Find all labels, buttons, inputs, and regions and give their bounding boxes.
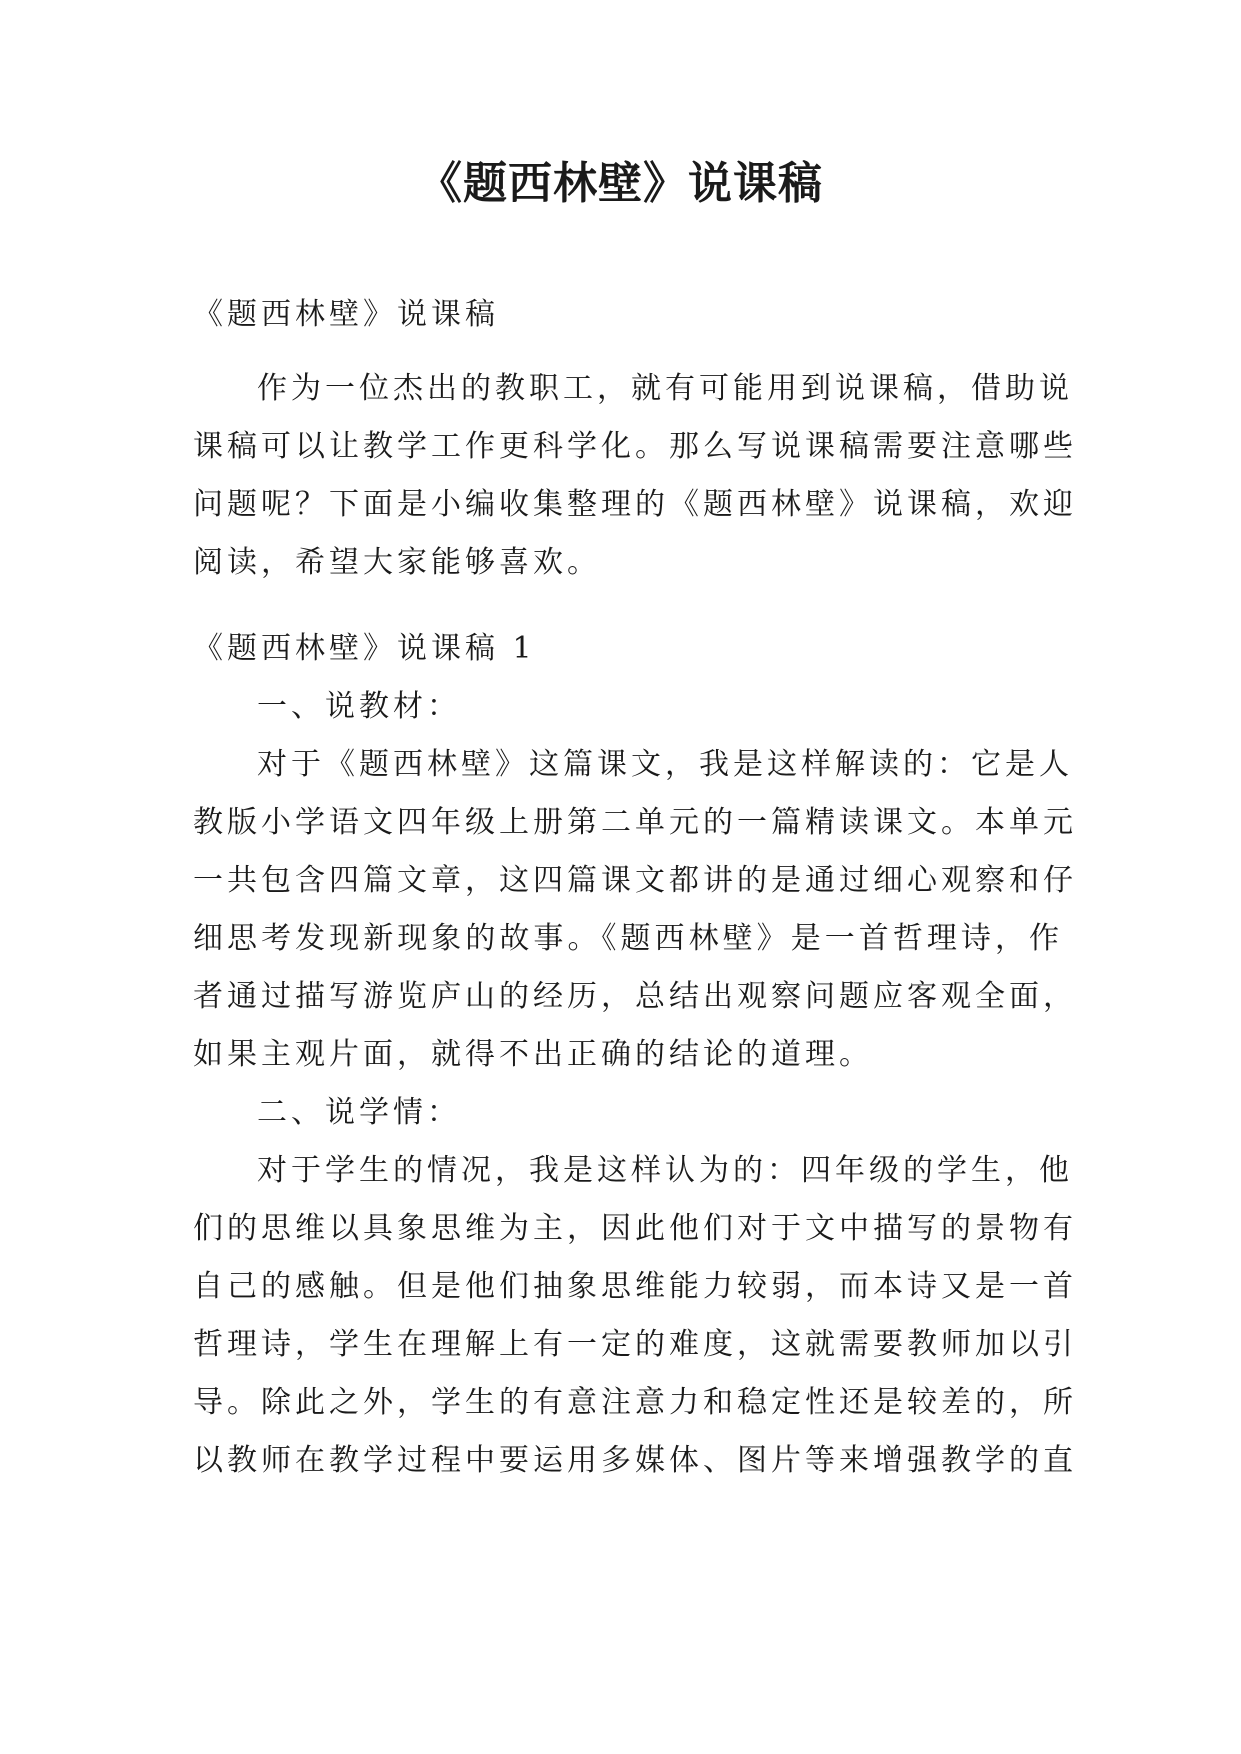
intro-line: 问题呢？下面是小编收集整理的《题西林壁》说课稿，欢迎 <box>193 487 1077 522</box>
part1-line: 对于《题西林壁》这篇课文，我是这样解读的：它是人 <box>257 747 1073 782</box>
part2-heading: 二、说学情： <box>257 1095 461 1130</box>
section1 <box>193 620 1077 1490</box>
part2-line: 导。除此之外，学生的有意注意力和稳定性还是较差的，所 <box>193 1385 1077 1420</box>
subtitle-text: 《题西林壁》说课稿 <box>193 297 499 332</box>
intro-paragraph <box>193 360 1077 592</box>
section1-heading: 《题西林壁》说课稿 1 <box>193 631 536 666</box>
part2-line: 哲理诗，学生在理解上有一定的难度，这就需要教师加以引 <box>193 1327 1077 1362</box>
part1-line: 一共包含四篇文章，这四篇课文都讲的是通过细心观察和仔 <box>193 863 1077 898</box>
part1-heading: 一、说教材： <box>257 689 461 724</box>
part1-line: 如果主观片面，就得不出正确的结论的道理。 <box>193 1037 873 1072</box>
part2-line: 以教师在教学过程中要运用多媒体、图片等来增强教学的直 <box>193 1443 1077 1478</box>
document-subtitle <box>193 286 1063 344</box>
part1-line: 者通过描写游览庐山的经历，总结出观察问题应客观全面， <box>193 979 1077 1014</box>
part2-line: 对于学生的情况，我是这样认为的：四年级的学生，他 <box>257 1153 1073 1188</box>
intro-line: 阅读，希望大家能够喜欢。 <box>193 545 601 580</box>
document-title: 《题西林壁》说课稿 <box>418 158 823 209</box>
part2-line: 们的思维以具象思维为主，因此他们对于文中描写的景物有 <box>193 1211 1077 1246</box>
part1-line: 教版小学语文四年级上册第二单元的一篇精读课文。本单元 <box>193 805 1077 840</box>
part2-line: 自己的感触。但是他们抽象思维能力较弱，而本诗又是一首 <box>193 1269 1077 1304</box>
part1-line: 细思考发现新现象的故事。《题西林壁》是一首哲理诗，作 <box>193 921 1063 956</box>
intro-line: 课稿可以让教学工作更科学化。那么写说课稿需要注意哪些 <box>193 429 1077 464</box>
intro-line: 作为一位杰出的教职工，就有可能用到说课稿，借助说 <box>257 371 1073 406</box>
